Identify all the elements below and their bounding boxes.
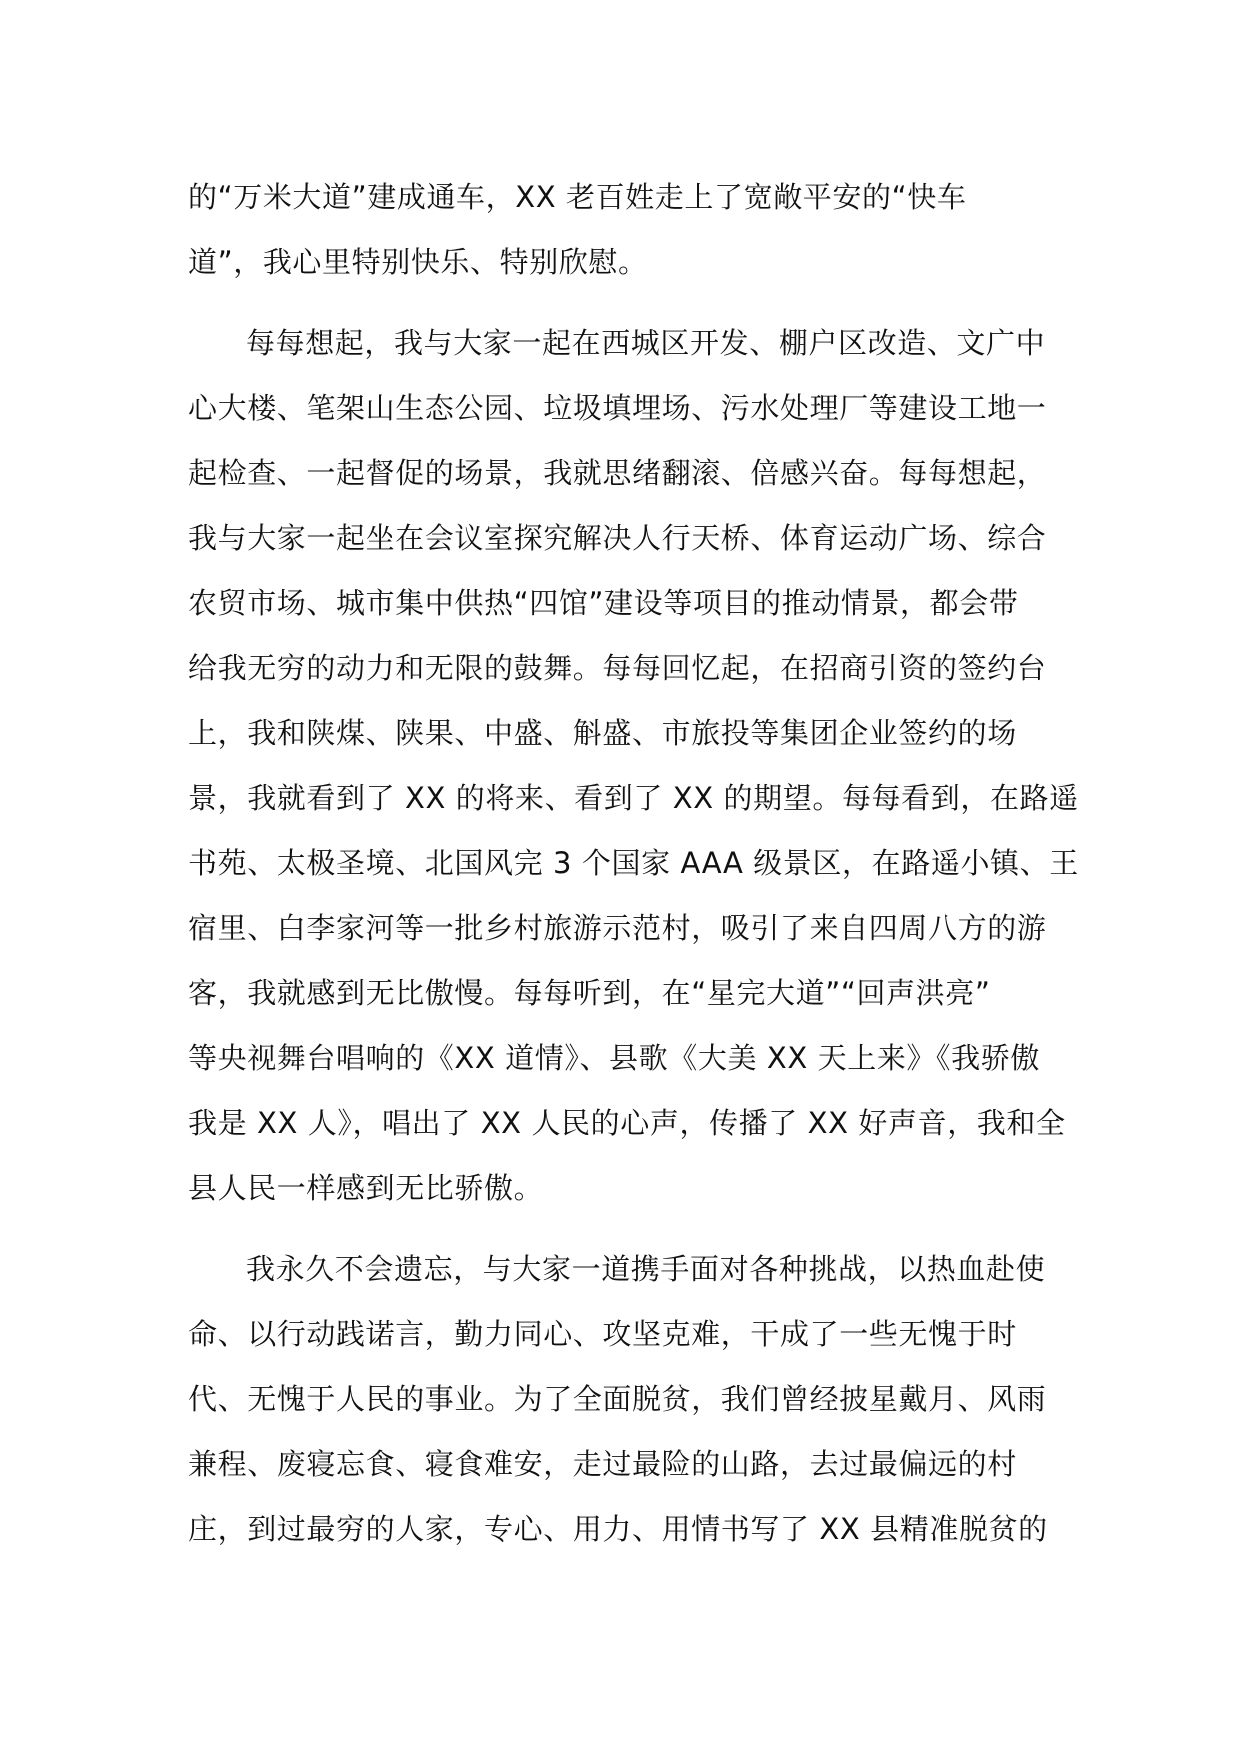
text-line: 代、无愧于人民的事业。为了全面脱贫，我们曾经披星戴月、风雨 xyxy=(188,1382,1047,1416)
text-line: 农贸市场、城市集中供热“四馆”建设等项目的推动情景，都会带 xyxy=(188,586,1019,620)
text-line: 宿里、白李家河等一批乡村旅游示范村，吸引了来自四周八方的游 xyxy=(188,911,1047,945)
text-line: 县人民一样感到无比骄傲。 xyxy=(188,1171,544,1205)
text-line: 庄，到过最穷的人家，专心、用力、用情书写了 XX 县精准脱贫的 xyxy=(188,1512,1048,1546)
text-line: 心大楼、笔架山生态公园、垃圾填埋场、污水处理厂等建设工地一 xyxy=(188,391,1047,425)
text-line: 我永久不会遗忘，与大家一道携手面对各种挑战，以热血赴使 xyxy=(246,1252,1046,1286)
paragraph-2 xyxy=(188,311,1079,1221)
text-line: 起检查、一起督促的场景，我就思绪翻滚、倍感兴奋。每每想起， xyxy=(188,456,1047,490)
text-line: 我与大家一起坐在会议室探究解决人行天桥、体育运动广场、综合 xyxy=(188,521,1047,555)
text-line: 书苑、太极圣境、北国风完 3 个国家 AAA 级景区，在路遥小镇、王 xyxy=(188,846,1079,880)
text-line: 我是 XX 人》，唱出了 XX 人民的心声，传播了 XX 好声音，我和全 xyxy=(188,1106,1066,1140)
text-line: 等央视舞台唱响的《XX 道情》、县歌《大美 XX 天上来》《我骄傲 xyxy=(188,1041,1040,1075)
text-line: 客，我就感到无比傲慢。每每听到，在“星完大道”“回声洪亮” xyxy=(188,976,991,1010)
text-line: 命、以行动践诺言，勤力同心、攻坚克难，干成了一些无愧于时 xyxy=(188,1317,1017,1351)
paragraph-1 xyxy=(188,165,1058,295)
text-line: 的“万米大道”建成通车，XX 老百姓走上了宽敞平安的“快车 xyxy=(188,180,967,214)
paragraph-3 xyxy=(188,1237,1058,1562)
text-line: 景，我就看到了 XX 的将来、看到了 XX 的期望。每每看到，在路遥 xyxy=(188,781,1079,815)
text-line: 给我无穷的动力和无限的鼓舞。每每回忆起，在招商引资的签约台 xyxy=(188,651,1047,685)
text-line: 兼程、废寝忘食、寝食难安，走过最险的山路，去过最偏远的村 xyxy=(188,1447,1017,1481)
body-text xyxy=(188,165,1079,1578)
text-line: 道”，我心里特别快乐、特别欣慰。 xyxy=(188,245,648,279)
text-line: 上，我和陕煤、陕果、中盛、斛盛、市旅投等集团企业签约的场 xyxy=(188,716,1017,750)
text-line: 每每想起，我与大家一起在西城区开发、棚户区改造、文广中 xyxy=(246,326,1046,360)
